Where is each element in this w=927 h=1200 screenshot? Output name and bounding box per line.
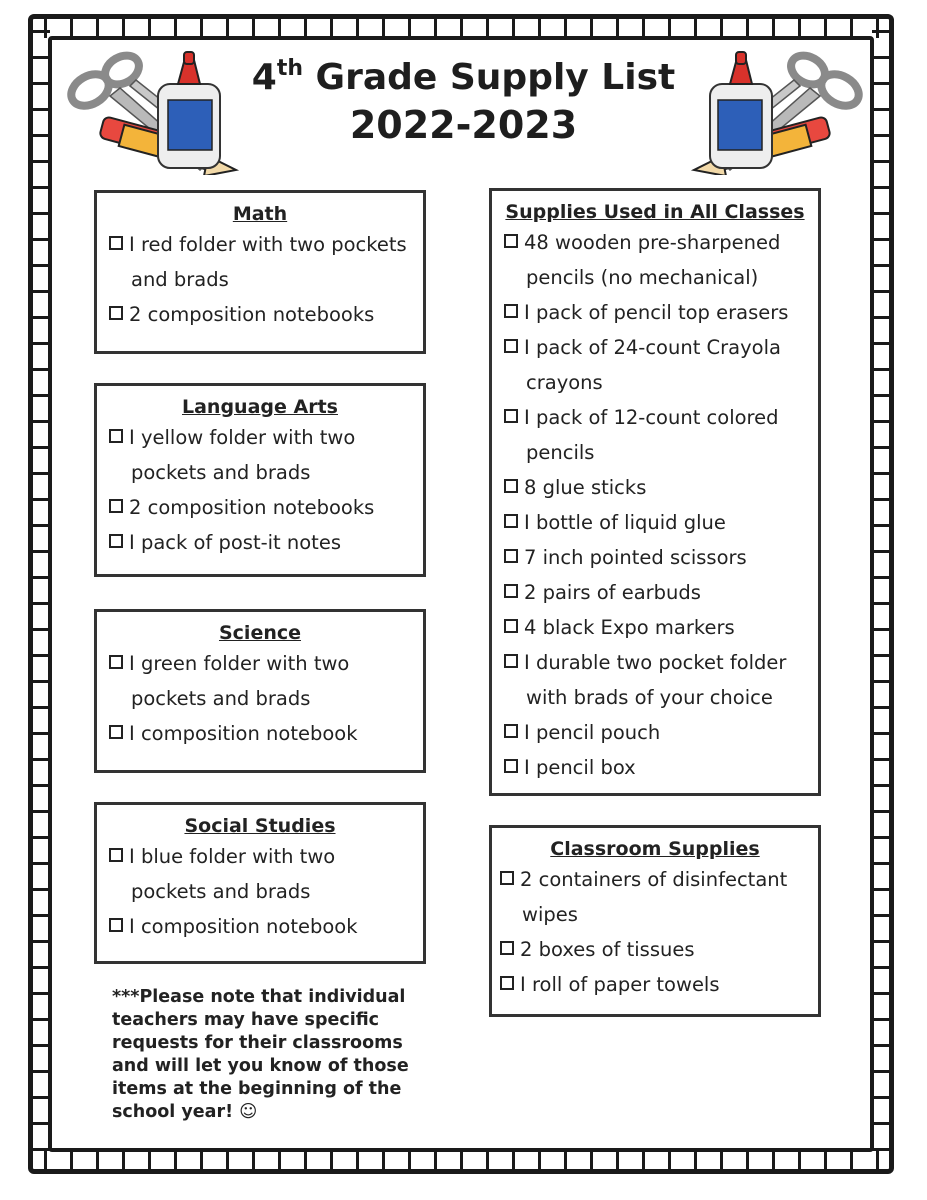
border-rung — [872, 680, 892, 683]
border-rung — [44, 16, 47, 38]
item-text: I green folder with two — [129, 652, 350, 675]
science-heading: Science — [218, 622, 302, 644]
border-rung — [30, 134, 50, 137]
border-rung — [772, 16, 775, 38]
border-rung — [872, 602, 892, 605]
teacher-note — [112, 986, 432, 1124]
border-rung — [876, 1150, 879, 1172]
border-rung — [96, 16, 99, 38]
border-rung — [30, 82, 50, 85]
list-item — [500, 932, 818, 967]
border-rung — [798, 16, 801, 38]
item-text: I yellow folder with two — [129, 426, 356, 449]
classroom-supplies-box — [489, 825, 821, 1017]
checkbox-icon[interactable] — [109, 655, 123, 669]
border-rung — [30, 420, 50, 423]
border-rung — [434, 16, 437, 38]
item-text: with brads of your choice — [526, 686, 773, 709]
classroom-supplies-list — [492, 862, 818, 1002]
checkbox-icon[interactable] — [504, 724, 518, 738]
border-rung — [226, 1150, 229, 1172]
border-rung — [382, 1150, 385, 1172]
list-item — [504, 750, 818, 785]
border-rung — [872, 706, 892, 709]
item-text: I pencil box — [524, 756, 636, 779]
border-rung — [872, 1070, 892, 1073]
border-rung — [642, 16, 645, 38]
border-rung — [872, 888, 892, 891]
item-text: 7 inch pointed scissors — [524, 546, 747, 569]
checkbox-icon[interactable] — [504, 549, 518, 563]
math-heading: Math — [232, 203, 288, 225]
border-rung — [824, 1150, 827, 1172]
item-text: I pack of 12-count colored — [524, 406, 779, 429]
border-rung — [30, 342, 50, 345]
border-rung — [872, 368, 892, 371]
list-item-continuation — [109, 874, 423, 909]
border-rung — [30, 888, 50, 891]
border-rung — [30, 316, 50, 319]
border-rung — [486, 1150, 489, 1172]
social-studies-box — [94, 802, 426, 964]
checkbox-icon[interactable] — [504, 759, 518, 773]
list-item — [109, 716, 423, 751]
border-rung — [356, 1150, 359, 1172]
border-rung — [30, 186, 50, 189]
checkbox-icon[interactable] — [504, 654, 518, 668]
border-rung — [174, 16, 177, 38]
border-rung — [872, 1122, 892, 1125]
checkbox-icon[interactable] — [109, 534, 123, 548]
border-rung — [872, 212, 892, 215]
border-rung — [30, 1148, 50, 1151]
border-rung — [30, 576, 50, 579]
border-rung — [872, 446, 892, 449]
border-rung — [304, 1150, 307, 1172]
border-rung — [876, 16, 879, 38]
border-rung — [30, 524, 50, 527]
border-rung — [30, 680, 50, 683]
border-rung — [30, 160, 50, 163]
item-text: I pack of 24-count Crayola — [524, 336, 781, 359]
border-rung — [872, 940, 892, 943]
checkbox-icon[interactable] — [504, 234, 518, 248]
item-text: 4 black Expo markers — [524, 616, 735, 639]
note-line: school year! ☺ — [112, 1102, 258, 1122]
border-rung — [872, 1148, 892, 1151]
border-rung — [538, 16, 541, 38]
checkbox-icon[interactable] — [109, 306, 123, 320]
border-rung — [872, 550, 892, 553]
border-rung — [694, 16, 697, 38]
item-text: 2 boxes of tissues — [520, 938, 695, 961]
item-text: I red folder with two pockets — [129, 233, 407, 256]
border-rung — [30, 1018, 50, 1021]
border-rung — [30, 602, 50, 605]
border-rung — [226, 16, 229, 38]
list-item-continuation — [504, 260, 818, 295]
border-rung — [746, 16, 749, 38]
border-rung — [30, 30, 50, 33]
item-text: I roll of paper towels — [520, 973, 720, 996]
border-rung — [96, 1150, 99, 1172]
border-rung — [872, 134, 892, 137]
list-item — [109, 297, 423, 332]
checkbox-icon[interactable] — [504, 479, 518, 493]
border-rung — [850, 1150, 853, 1172]
border-rung — [872, 472, 892, 475]
language-arts-box — [94, 383, 426, 577]
border-rung — [30, 810, 50, 813]
list-item-continuation — [109, 681, 423, 716]
border-rung — [746, 1150, 749, 1172]
checkbox-icon[interactable] — [109, 236, 123, 250]
border-rung — [872, 914, 892, 917]
border-rung — [872, 108, 892, 111]
border-rung — [872, 186, 892, 189]
list-item — [504, 610, 818, 645]
border-rung — [872, 394, 892, 397]
border-rung — [460, 1150, 463, 1172]
border-rung — [278, 16, 281, 38]
border-rung — [720, 1150, 723, 1172]
item-text: 2 composition notebooks — [129, 303, 375, 326]
border-rung — [30, 290, 50, 293]
checkbox-icon[interactable] — [504, 304, 518, 318]
border-rung — [772, 1150, 775, 1172]
border-rung — [30, 368, 50, 371]
border-rung — [30, 264, 50, 267]
border-rung — [872, 1044, 892, 1047]
checkbox-icon[interactable] — [109, 499, 123, 513]
list-item-continuation — [500, 897, 818, 932]
border-rung — [30, 550, 50, 553]
all-classes-heading: Supplies Used in All Classes — [505, 201, 805, 223]
checkbox-icon[interactable] — [109, 429, 123, 443]
border-rung — [30, 472, 50, 475]
border-rung — [70, 1150, 73, 1172]
border-rung — [30, 940, 50, 943]
border-rung — [30, 914, 50, 917]
border-rung — [720, 16, 723, 38]
item-text: I pack of post-it notes — [129, 531, 341, 554]
border-rung — [30, 706, 50, 709]
list-item — [504, 400, 818, 435]
list-item — [504, 505, 818, 540]
item-text: 2 containers of disinfectant — [520, 868, 788, 891]
border-rung — [434, 1150, 437, 1172]
border-rung — [356, 16, 359, 38]
list-item-continuation — [109, 262, 423, 297]
checkbox-icon[interactable] — [109, 848, 123, 862]
checkbox-icon[interactable] — [500, 976, 514, 990]
classroom-supplies-heading: Classroom Supplies — [550, 838, 760, 860]
list-item-continuation — [109, 455, 423, 490]
border-rung — [872, 342, 892, 345]
social-studies-list — [97, 839, 423, 944]
border-rung — [30, 446, 50, 449]
list-item — [504, 330, 818, 365]
science-list — [97, 646, 423, 751]
border-rung — [850, 16, 853, 38]
border-rung — [616, 16, 619, 38]
border-rung — [30, 1096, 50, 1099]
list-item — [504, 225, 818, 260]
language-arts-heading: Language Arts — [182, 396, 338, 418]
item-text: crayons — [526, 371, 603, 394]
border-rung — [872, 836, 892, 839]
list-item — [109, 420, 423, 455]
border-rung — [872, 862, 892, 865]
border-rung — [668, 1150, 671, 1172]
item-text: 2 pairs of earbuds — [524, 581, 701, 604]
border-rung — [460, 16, 463, 38]
border-rung — [174, 1150, 177, 1172]
checkbox-icon[interactable] — [504, 339, 518, 353]
list-item — [504, 575, 818, 610]
checkbox-icon[interactable] — [109, 725, 123, 739]
border-rung — [694, 1150, 697, 1172]
border-rung — [252, 1150, 255, 1172]
item-text: and brads — [131, 268, 229, 291]
item-text: pencils (no mechanical) — [526, 266, 759, 289]
border-rung — [30, 108, 50, 111]
border-rung — [30, 992, 50, 995]
border-rung — [200, 16, 203, 38]
list-item — [109, 490, 423, 525]
item-text: I blue folder with two — [129, 845, 336, 868]
item-text: pencils — [526, 441, 595, 464]
border-rung — [30, 498, 50, 501]
border-rung — [872, 56, 892, 59]
border-rung — [872, 576, 892, 579]
checkbox-icon[interactable] — [504, 409, 518, 423]
border-rung — [30, 966, 50, 969]
border-rung — [252, 16, 255, 38]
border-rung — [408, 16, 411, 38]
border-rung — [30, 238, 50, 241]
border-rung — [278, 1150, 281, 1172]
checkbox-icon[interactable] — [500, 871, 514, 885]
item-text: pockets and brads — [131, 461, 311, 484]
item-text: I bottle of liquid glue — [524, 511, 726, 534]
list-item — [504, 295, 818, 330]
border-rung — [30, 732, 50, 735]
border-rung — [122, 1150, 125, 1172]
border-rung — [30, 56, 50, 59]
border-rung — [798, 1150, 801, 1172]
border-rung — [30, 212, 50, 215]
item-text: 8 glue sticks — [524, 476, 647, 499]
social-studies-heading: Social Studies — [184, 815, 336, 837]
checkbox-icon[interactable] — [504, 514, 518, 528]
border-rung — [512, 16, 515, 38]
border-rung — [872, 758, 892, 761]
item-text: pockets and brads — [131, 880, 311, 903]
item-text: I composition notebook — [129, 915, 358, 938]
border-rung — [872, 264, 892, 267]
border-rung — [512, 1150, 515, 1172]
list-item — [500, 862, 818, 897]
border-rung — [30, 1044, 50, 1047]
border-rung — [590, 1150, 593, 1172]
item-text: wipes — [522, 903, 578, 926]
border-rung — [44, 1150, 47, 1172]
border-rung — [616, 1150, 619, 1172]
title-grade-number: 4 — [251, 57, 277, 98]
border-rung — [330, 1150, 333, 1172]
all-classes-list — [492, 225, 818, 785]
border-rung — [872, 524, 892, 527]
item-text: I pencil pouch — [524, 721, 661, 744]
border-rung — [408, 1150, 411, 1172]
border-rung — [872, 238, 892, 241]
item-text: I pack of pencil top erasers — [524, 301, 789, 324]
title-grade-suffix: th — [276, 56, 304, 81]
list-item — [109, 646, 423, 681]
list-item-continuation — [504, 435, 818, 470]
note-line: requests for their classrooms — [112, 1033, 403, 1053]
title-line-1 — [200, 46, 727, 101]
border-rung — [122, 16, 125, 38]
language-arts-list — [97, 420, 423, 560]
page-title — [200, 46, 727, 149]
list-item — [109, 839, 423, 874]
list-item — [109, 909, 423, 944]
border-rung — [872, 628, 892, 631]
item-text: I durable two pocket folder — [524, 651, 787, 674]
border-rung — [668, 16, 671, 38]
checkbox-icon[interactable] — [109, 918, 123, 932]
checkbox-icon[interactable] — [504, 619, 518, 633]
border-rung — [148, 16, 151, 38]
border-rung — [30, 628, 50, 631]
list-item — [504, 540, 818, 575]
border-rung — [564, 1150, 567, 1172]
item-text: 2 composition notebooks — [129, 496, 375, 519]
border-rung — [30, 836, 50, 839]
title-grade-text: Grade Supply List — [303, 57, 676, 98]
title-school-year: 2022-2023 — [349, 103, 578, 147]
note-line: ***Please note that individual — [112, 987, 406, 1007]
border-rung — [304, 16, 307, 38]
border-rung — [872, 784, 892, 787]
border-rung — [148, 1150, 151, 1172]
checkbox-icon[interactable] — [504, 584, 518, 598]
border-rung — [200, 1150, 203, 1172]
border-rung — [30, 654, 50, 657]
list-item — [109, 525, 423, 560]
border-rung — [872, 1018, 892, 1021]
border-rung — [872, 498, 892, 501]
border-rung — [30, 758, 50, 761]
list-item — [500, 967, 818, 1002]
list-item — [109, 227, 423, 262]
all-classes-box — [489, 188, 821, 796]
list-item — [504, 715, 818, 750]
note-line: teachers may have specific — [112, 1010, 380, 1030]
border-rung — [872, 1096, 892, 1099]
item-text: pockets and brads — [131, 687, 311, 710]
border-rung — [872, 810, 892, 813]
note-line: items at the beginning of the — [112, 1079, 402, 1099]
border-rung — [872, 992, 892, 995]
border-rung — [538, 1150, 541, 1172]
math-list — [97, 227, 423, 332]
border-rung — [30, 394, 50, 397]
list-item-continuation — [504, 365, 818, 400]
note-line: and will let you know of those — [112, 1056, 409, 1076]
border-rung — [872, 82, 892, 85]
border-rung — [70, 16, 73, 38]
border-rung — [382, 16, 385, 38]
border-rung — [30, 1070, 50, 1073]
border-rung — [872, 290, 892, 293]
border-rung — [872, 732, 892, 735]
border-rung — [872, 316, 892, 319]
border-rung — [872, 420, 892, 423]
border-rung — [872, 160, 892, 163]
border-rung — [30, 1122, 50, 1125]
list-item — [504, 645, 818, 680]
border-rung — [872, 30, 892, 33]
science-box — [94, 609, 426, 773]
border-rung — [642, 1150, 645, 1172]
border-rung — [872, 654, 892, 657]
list-item-continuation — [504, 680, 818, 715]
checkbox-icon[interactable] — [500, 941, 514, 955]
border-rung — [564, 16, 567, 38]
item-text: I composition notebook — [129, 722, 358, 745]
border-rung — [872, 966, 892, 969]
border-rung — [30, 784, 50, 787]
item-text: 48 wooden pre-sharpened — [524, 231, 781, 254]
list-item — [504, 470, 818, 505]
border-rung — [824, 16, 827, 38]
border-rung — [30, 862, 50, 865]
border-rung — [486, 16, 489, 38]
math-box — [94, 190, 426, 354]
border-rung — [330, 16, 333, 38]
border-rung — [590, 16, 593, 38]
